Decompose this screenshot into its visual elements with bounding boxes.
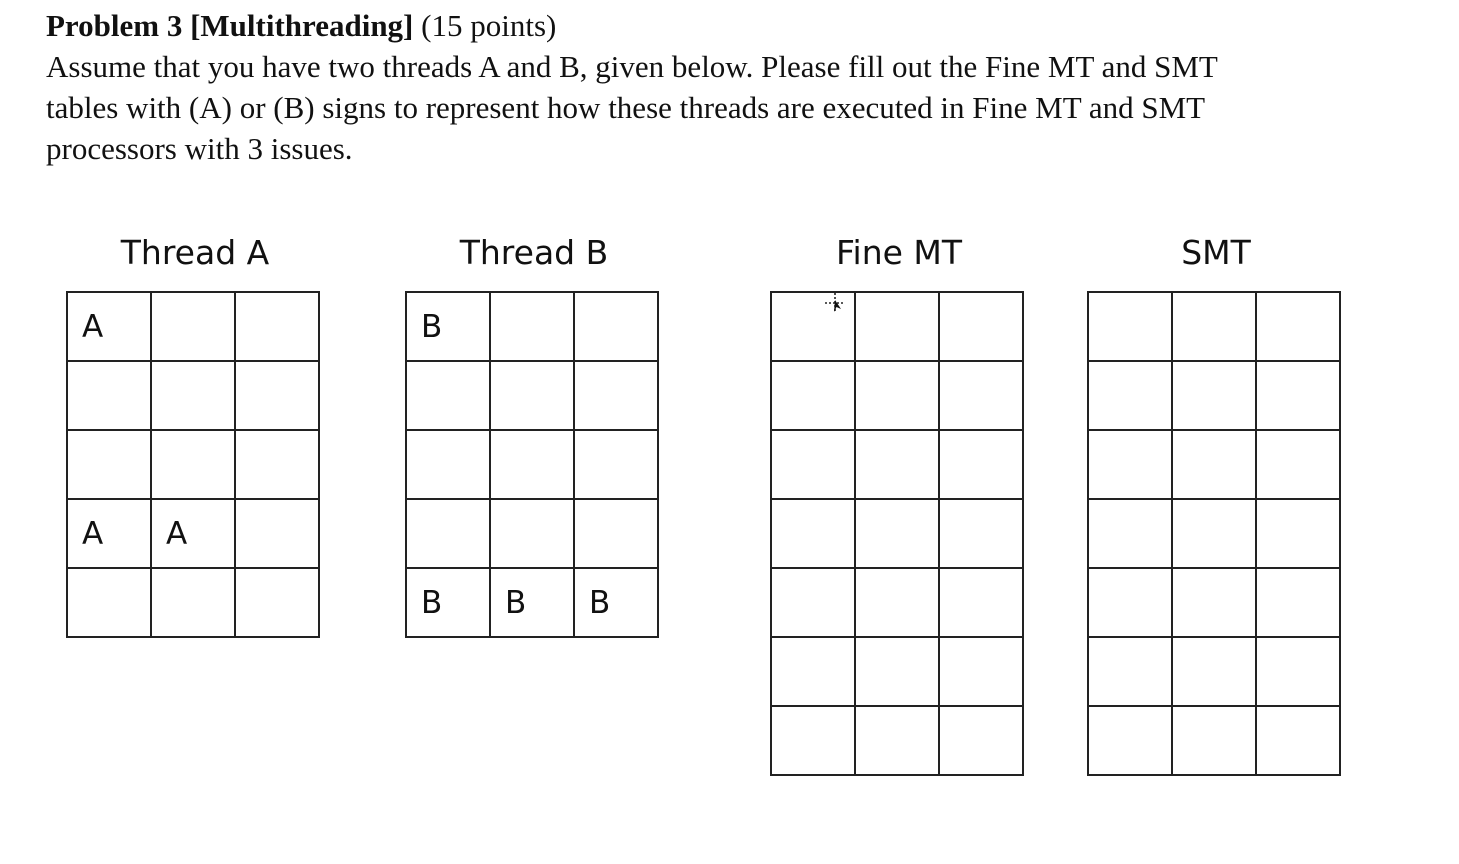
table-cell[interactable] [771, 706, 855, 775]
table-row [1088, 292, 1340, 361]
table-row [771, 430, 1023, 499]
table-cell[interactable] [855, 568, 939, 637]
table-cell [67, 361, 151, 430]
table-cell[interactable] [1256, 292, 1340, 361]
thread-b-table [405, 291, 659, 638]
table-row [1088, 430, 1340, 499]
table-cell [151, 568, 235, 637]
table-cell [406, 361, 490, 430]
table-cell[interactable] [855, 430, 939, 499]
fine-mt-title: Fine MT [835, 233, 963, 272]
table-row [406, 361, 658, 430]
smt-table[interactable] [1087, 291, 1341, 776]
table-cell[interactable] [1172, 292, 1256, 361]
table-cell[interactable] [771, 361, 855, 430]
table-row [67, 499, 319, 568]
table-cell[interactable] [771, 499, 855, 568]
table-cell [574, 361, 658, 430]
table-cell[interactable] [1088, 292, 1172, 361]
table-row [1088, 568, 1340, 637]
table-row [771, 361, 1023, 430]
problem-heading [46, 6, 556, 46]
table-cell [235, 361, 319, 430]
table-row [771, 637, 1023, 706]
table-cell [151, 292, 235, 361]
table-cell[interactable] [1088, 637, 1172, 706]
table-row [406, 292, 658, 361]
table-cell[interactable] [939, 430, 1023, 499]
table-cell[interactable] [855, 499, 939, 568]
table-row [771, 568, 1023, 637]
table-cell[interactable] [1256, 637, 1340, 706]
table-row [406, 430, 658, 499]
table-cell [574, 499, 658, 568]
table-cell[interactable] [1172, 499, 1256, 568]
table-row [67, 430, 319, 499]
table-cell [406, 430, 490, 499]
table-row [771, 292, 1023, 361]
table-cell[interactable] [939, 568, 1023, 637]
table-cell: A [67, 499, 151, 568]
table-cell[interactable] [1088, 568, 1172, 637]
table-cell [151, 361, 235, 430]
table-cell: B [490, 568, 574, 637]
table-cell[interactable] [1256, 499, 1340, 568]
table-cell[interactable] [1088, 430, 1172, 499]
table-cell [235, 568, 319, 637]
table-cell [151, 430, 235, 499]
table-cell: B [406, 292, 490, 361]
table-cell[interactable] [855, 706, 939, 775]
table-row [1088, 706, 1340, 775]
problem-points: (15 points) [421, 8, 557, 43]
table-cell[interactable] [1172, 430, 1256, 499]
table-cell[interactable] [1172, 637, 1256, 706]
table-cell [67, 430, 151, 499]
table-row [406, 568, 658, 637]
table-row [771, 499, 1023, 568]
table-row [1088, 499, 1340, 568]
table-cell[interactable] [771, 430, 855, 499]
table-cell [235, 499, 319, 568]
thread-b-title: Thread B [459, 233, 609, 272]
table-row [67, 361, 319, 430]
table-cell [574, 430, 658, 499]
table-cell[interactable] [1256, 568, 1340, 637]
table-cell[interactable] [1088, 706, 1172, 775]
table-cell: B [406, 568, 490, 637]
problem-line: processors with 3 issues. [46, 131, 353, 166]
table-cell: A [151, 499, 235, 568]
table-cell[interactable] [1256, 430, 1340, 499]
table-row [406, 499, 658, 568]
table-cell [235, 430, 319, 499]
table-cell: B [574, 568, 658, 637]
table-cell[interactable] [855, 361, 939, 430]
table-cell[interactable] [1088, 361, 1172, 430]
fine-mt-table[interactable] [770, 291, 1024, 776]
table-cell[interactable] [771, 637, 855, 706]
table-cell [490, 499, 574, 568]
table-cell[interactable] [939, 637, 1023, 706]
problem-line: tables with (A) or (B) signs to represent how these threads are executed in Fine MT and SMT [46, 90, 1206, 125]
table-cell [490, 430, 574, 499]
smt-title: SMT [1181, 233, 1251, 272]
table-cell[interactable] [1172, 361, 1256, 430]
thread-a-table [66, 291, 320, 638]
table-cell [490, 361, 574, 430]
table-cell[interactable] [855, 637, 939, 706]
table-cell [490, 292, 574, 361]
table-row [67, 292, 319, 361]
table-cell[interactable] [1172, 706, 1256, 775]
table-cell[interactable] [1172, 568, 1256, 637]
table-row [771, 706, 1023, 775]
table-cell[interactable] [855, 292, 939, 361]
table-cell [235, 292, 319, 361]
table-cell[interactable] [1088, 499, 1172, 568]
table-cell: A [67, 292, 151, 361]
table-cell[interactable] [939, 361, 1023, 430]
table-cell[interactable] [1256, 706, 1340, 775]
problem-title: Problem 3 [Multithreading] [46, 8, 414, 43]
table-row [67, 568, 319, 637]
table-cell[interactable] [939, 292, 1023, 361]
table-cell [67, 568, 151, 637]
table-cell [574, 292, 658, 361]
problem-description [46, 46, 1406, 169]
table-cell [406, 499, 490, 568]
table-cell[interactable] [939, 706, 1023, 775]
table-row [1088, 637, 1340, 706]
move-cursor-icon [824, 292, 846, 314]
table-cell[interactable] [1256, 361, 1340, 430]
problem-line: Assume that you have two threads A and B, given below. Please fill out the Fine MT and SMT [46, 49, 1218, 84]
table-cell[interactable] [771, 568, 855, 637]
table-cell[interactable] [939, 499, 1023, 568]
table-row [1088, 361, 1340, 430]
thread-a-title: Thread A [120, 233, 270, 272]
